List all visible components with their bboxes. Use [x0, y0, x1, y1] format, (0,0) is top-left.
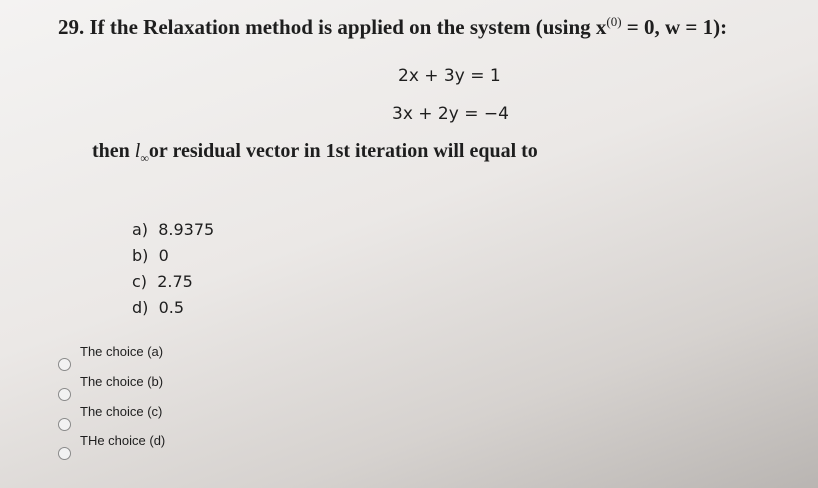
norm-symbol: l	[134, 140, 141, 162]
option-a-radio[interactable]	[58, 358, 71, 371]
question-title	[58, 14, 727, 40]
choice-c-value: 2.75	[157, 272, 193, 291]
choice-c	[132, 272, 193, 291]
option-b-radio[interactable]	[58, 388, 71, 401]
option-d-radio[interactable]	[58, 447, 71, 460]
choice-d-value: 0.5	[158, 298, 185, 317]
option-c-radio[interactable]	[58, 418, 71, 431]
choice-c-label: c)	[132, 272, 148, 291]
choice-a-value: 8.9375	[158, 220, 215, 239]
choice-b-value: 0	[158, 246, 169, 265]
equation-2: 3x + 2y = −4	[392, 104, 509, 124]
option-b-label[interactable]: The choice (b)	[80, 374, 164, 389]
choice-b-label: b)	[132, 246, 149, 265]
choice-b	[132, 246, 169, 265]
option-a-label[interactable]: The choice (a)	[80, 344, 164, 359]
title-prefix: 29. If the Relaxation method is applied on the system (using x	[58, 15, 607, 39]
title-superscript: (0)	[606, 14, 622, 29]
norm-subscript: ∞	[140, 151, 149, 165]
prompt-prefix: then	[92, 140, 135, 162]
choice-a	[132, 220, 214, 239]
option-c-label[interactable]: The choice (c)	[80, 404, 163, 419]
prompt-suffix: or residual vector in 1st iteration will equal to	[148, 140, 538, 162]
option-d-label[interactable]: THe choice (d)	[80, 433, 166, 448]
choice-a-label: a)	[132, 220, 149, 239]
equation-1: 2x + 3y = 1	[398, 66, 501, 86]
question-prompt	[92, 140, 538, 166]
choice-d-label: d)	[132, 298, 149, 317]
choice-d	[132, 298, 184, 317]
title-suffix: = 0, w = 1):	[621, 15, 728, 39]
